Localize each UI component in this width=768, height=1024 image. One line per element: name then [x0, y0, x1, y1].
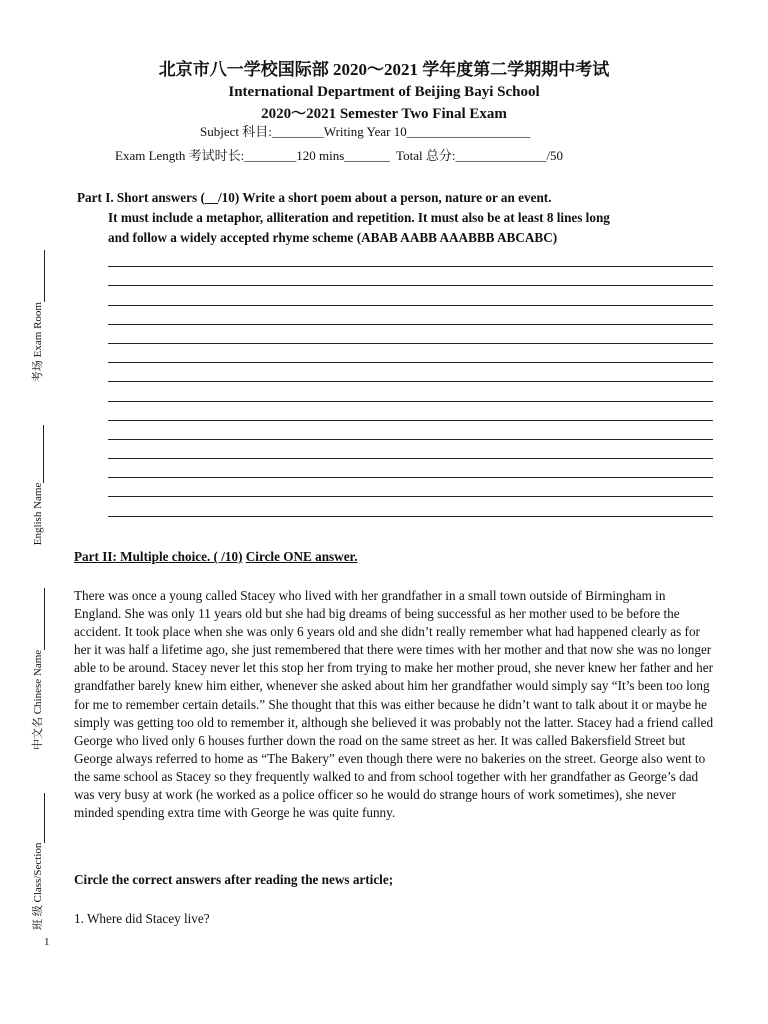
answer-line[interactable]	[108, 363, 713, 382]
exam-room-label: 考场 Exam Room	[32, 302, 44, 383]
part1-answer-lines[interactable]	[108, 248, 713, 517]
answer-line[interactable]	[108, 286, 713, 305]
answer-line[interactable]	[108, 478, 713, 497]
reading-passage: There was once a young called Stacey who lived with her grandfather in a small town outside of Birmingham in England. She was only 11 years old but she had big dreams of being successful as her mother used to be before the accident. It took place when she was only 6 years old and she didn’t really remember what had happened clearly as for her it was half a lifetime ago, she just remembered that there were times with her mother and that now she was no longer able to be around. Stacey never let this stop her from trying to make her mother proud, she never knew her father and her grandfather barely knew him either, whenever she asked about him her grandfather would simply say “It’s been too long for me to remember certain details.” She thought that this was either because he didn’t want to talk about it or maybe he simply was getting too old to remember it, although she believed it was probably not the latter. Stacey had a friend called George who lived only 6 houses further down the road on the same street as her. It was called Bakersfield Street but George always referred to home as “The Bakery” even though there were no bakeries on the street. George also went to the same school as Stacey so they frequently walked to and from school together with her grandfather as George’s dad was very busy at work (he worked as a police officer so he would do strange hours of work sometimes), she never minded spending extra time with George he was quite funny.	[74, 588, 714, 821]
answer-line[interactable]	[108, 325, 713, 344]
page-number: 1	[44, 936, 50, 948]
title-chinese: 北京市八一学校国际部 2020～2021 学年度第二学期期中考试	[158, 60, 610, 79]
part2-instruction: Circle the correct answers after reading the news article;	[74, 872, 394, 887]
english-name-blank[interactable]	[31, 425, 44, 483]
answer-line[interactable]	[108, 382, 713, 401]
part2-heading-tail: Circle ONE answer.	[245, 549, 358, 564]
english-name-field[interactable]	[31, 425, 44, 546]
question-1: 1. Where did Stacey live?	[74, 911, 210, 926]
english-name-label: English Name	[31, 482, 44, 546]
exam-room-field[interactable]	[29, 250, 45, 382]
student-info-sidebar	[26, 250, 48, 930]
chinese-name-blank[interactable]	[32, 588, 45, 650]
part2-heading	[74, 549, 358, 565]
class-field[interactable]	[29, 793, 45, 930]
answer-line[interactable]	[108, 402, 713, 421]
part2-heading-label: Part II: Multiple choice. ( /10)	[74, 549, 243, 564]
part1-instruction-line2: It must include a metaphor, alliteration and repetition. It must also be at least 8 lines long	[108, 210, 610, 225]
class-blank[interactable]	[32, 793, 45, 843]
answer-line[interactable]	[108, 459, 713, 478]
title-english-exam: 2020～2021 Semester Two Final Exam	[261, 106, 507, 122]
chinese-name-label: 中文名 Chinese Name	[32, 649, 44, 751]
answer-line[interactable]	[108, 497, 713, 516]
exam-length-line: Exam Length 考试时长:________120 mins_______ Total 总分:______________/50	[115, 148, 564, 163]
subject-line: Subject 科目:________Writing Year 10___________________	[200, 124, 531, 139]
answer-line[interactable]	[108, 306, 713, 325]
answer-line[interactable]	[108, 267, 713, 286]
part1-instructions	[77, 188, 727, 248]
title-english-school: International Department of Beijing Bayi School	[228, 84, 540, 100]
answer-line[interactable]	[108, 440, 713, 459]
part1-heading: Part I. Short answers (__/10) Write a short poem about a person, nature or an event.	[77, 190, 552, 205]
class-label: 班 级 Class/Section	[32, 842, 44, 930]
answer-line[interactable]	[108, 421, 713, 440]
exam-room-blank[interactable]	[32, 250, 45, 302]
answer-line[interactable]	[108, 344, 713, 363]
chinese-name-field[interactable]	[29, 588, 45, 750]
answer-line[interactable]	[108, 248, 713, 267]
part1-instruction-line3: and follow a widely accepted rhyme scheme (ABAB AABB AAABBB ABCABC)	[108, 230, 558, 245]
